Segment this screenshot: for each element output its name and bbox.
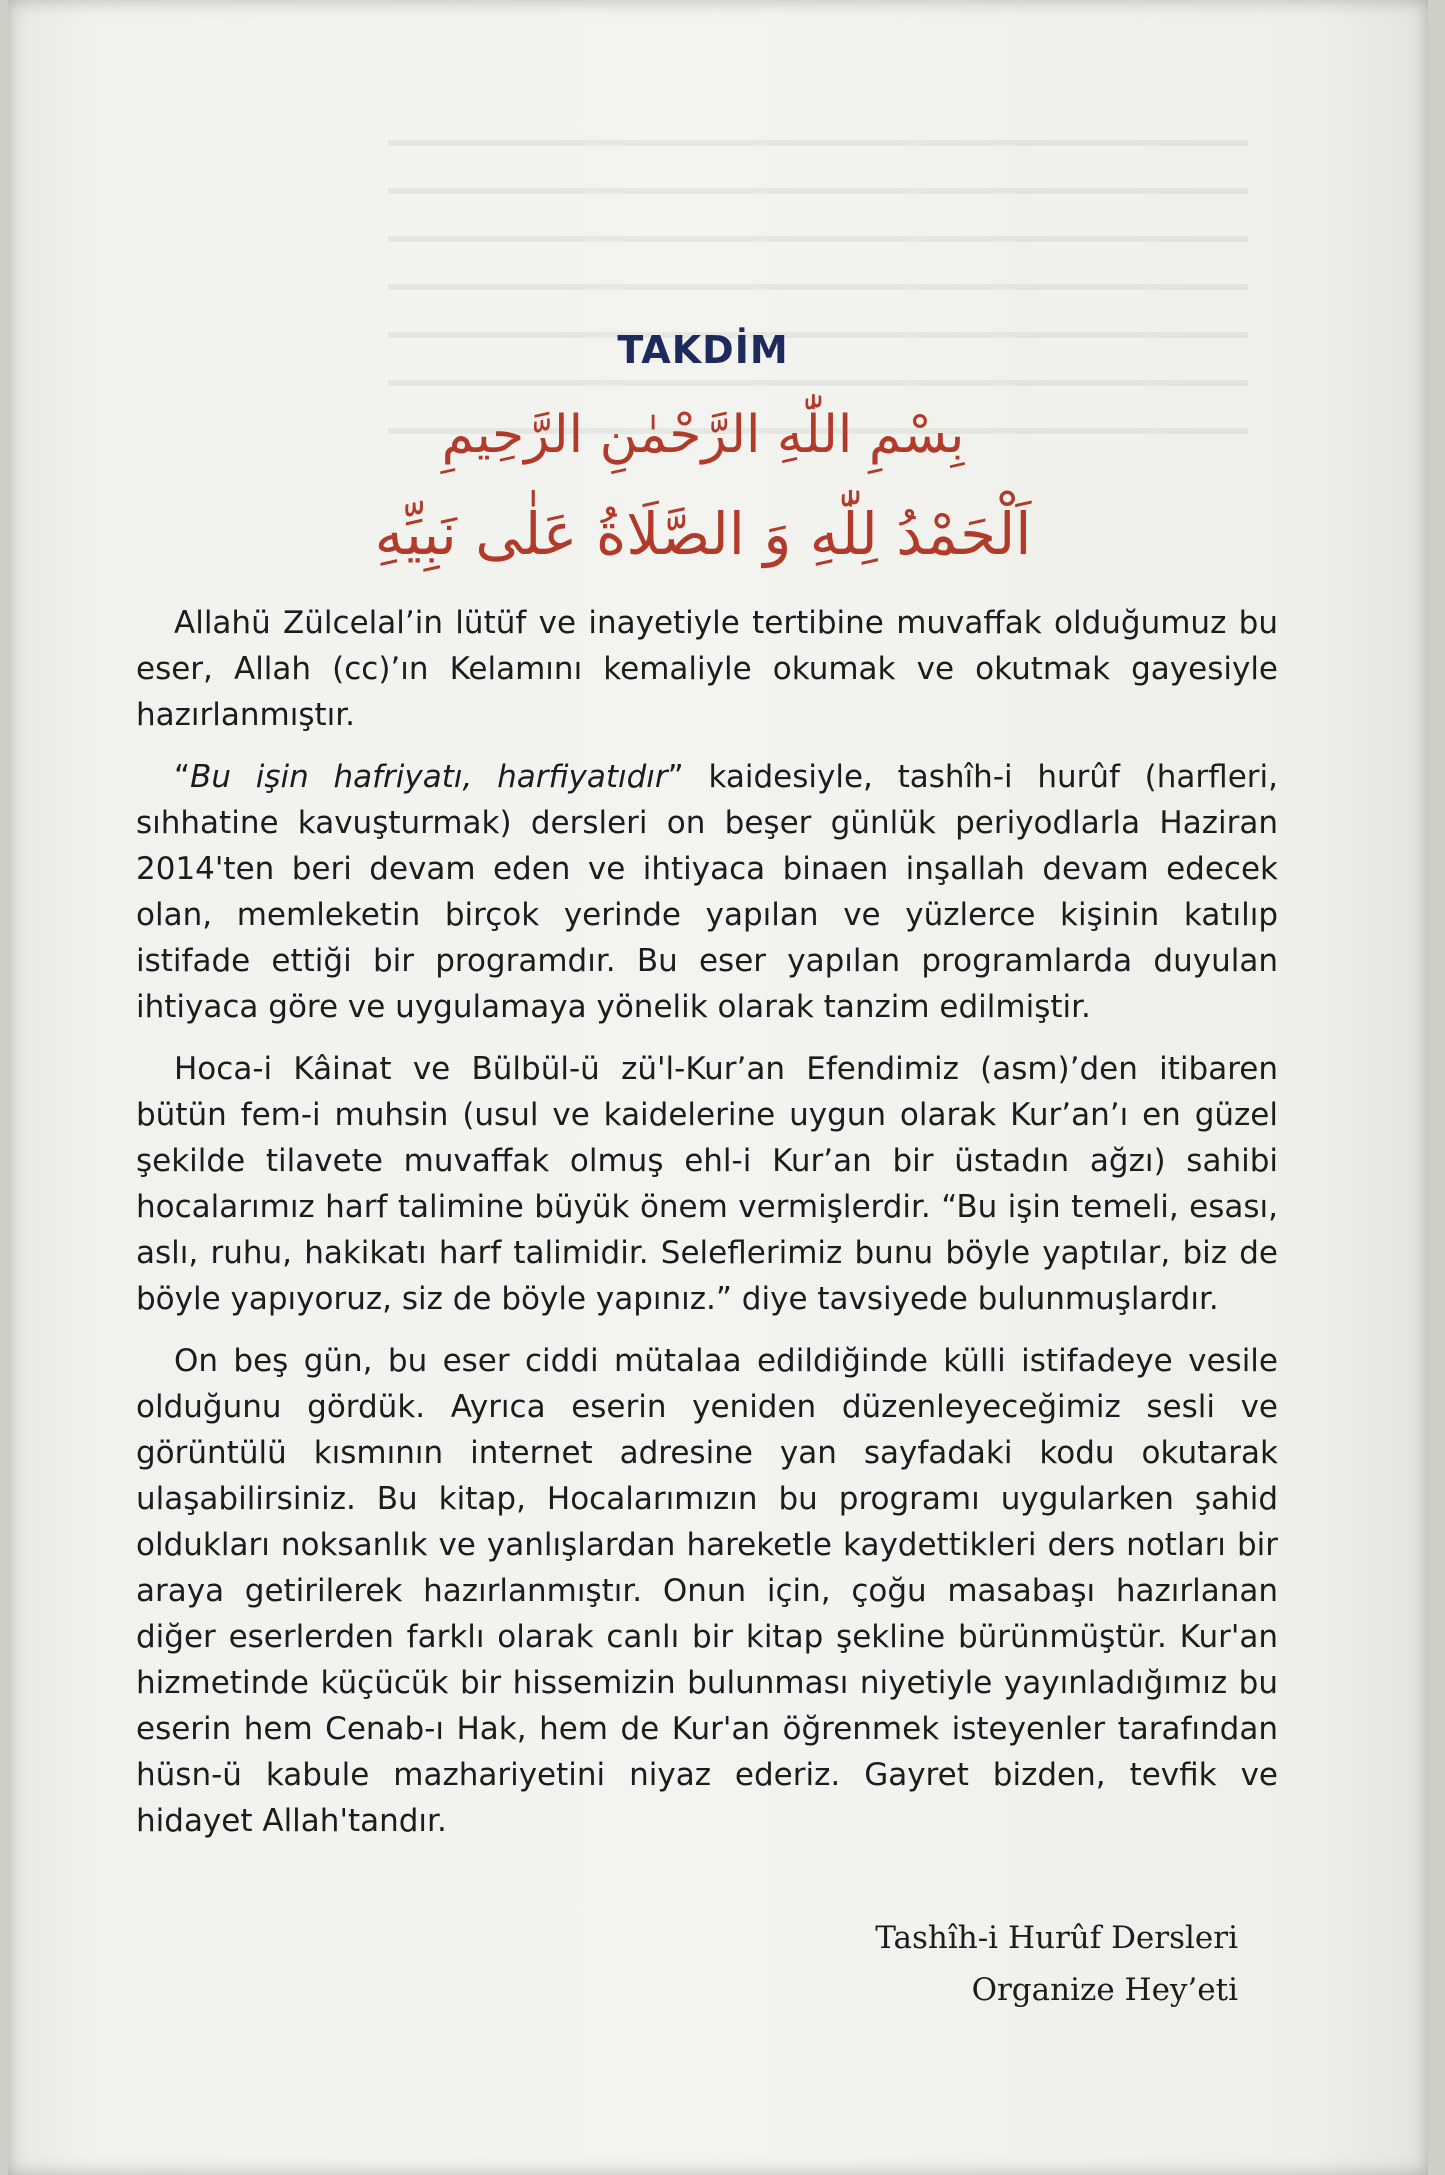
hamdala-line: اَلْحَمْدُ لِلّٰهِ وَ الصَّلَاةُ عَلٰى نَبِيِّهِ (374, 500, 1032, 568)
quote-open-mark: “ (174, 759, 191, 795)
paragraph-2 (136, 754, 1278, 1030)
basmala-line: بِسْمِ اللّٰهِ الرَّحْمٰنِ الرَّحِيمِ (441, 405, 965, 465)
signature-line-2: Organize Hey’eti (971, 1972, 1238, 2008)
paragraph-1: Allahü Zülcelal’in lütüf ve inayetiyle tertibine muvaffak olduğumuz bu eser, Allah (cc)’ın Kelamını kemaliyle okumak ve okutmak gayesiyle hazırlanmıştır. (136, 605, 1278, 733)
paragraph-4: On beş gün, bu eser ciddi mütalaa edildiğinde külli istifadeye vesile olduğunu gördük. Ayrıca eserin yeniden düzenleyeceğimiz sesli ve görüntülü kısmının internet adresine yan sayfadaki kodu okutarak ulaşabilirsiniz. Bu kitap, Hocalarımızın bu programı uygularken şahid oldukları noksanlık ve yanlışlardan hareketle kaydettikleri ders notları bir araya getirilerek hazırlanmıştır. Onun için, çoğu masabaşı hazırlanan diğer eserlerden farklı olarak canlı bir kitap şekline bürünmüştür. Kur'an hizmetinde küçücük bir hissemizin bulunması niyetiyle yayınladığımız bu eserin hem Cenab-ı Hak, hem de Kur'an öğrenmek isteyenler tarafından hüsn-ü kabule mazhariyetini niyaz ederiz. Gayret bizden, tevfik ve hidayet Allah'tandır. (136, 1343, 1278, 1839)
quoted-saying: Bu işin hafriyatı, harfiyatıdır (190, 759, 668, 795)
paragraph-2-text: kaidesiyle, tashîh-i hurûf (harfleri, sıhhatine kavuşturmak) dersleri on beşer günlük periyodlarla Haziran 2014'ten beri devam eden ve ihtiyaca binaen inşallah devam edecek olan, memleketin birçok yerinde yapılan ve yüzlerce kişinin katılıp istifade ettiği bir programdır. Bu eser yapılan programlarda duyulan ihtiyaca göre ve uygulamaya yönelik olarak tanzim edilmiştir. (136, 759, 1278, 1025)
quote-close-mark: ” (667, 759, 709, 795)
bleed-through-text (388, 140, 1248, 440)
paragraph-3: Hoca-i Kâinat ve Bülbül-ü zü'l-Kur’an Efendimiz (asm)’den itibaren bütün fem-i muhsin (usul ve kaidelerine uygun olarak Kur’an’ı en güzel şekilde tilavete muvaffak olmuş ehl-i Kur’an bir üstadın ağzı) sahibi hocalarımız harf talimine büyük önem vermişlerdir. “Bu işin temeli, esası, aslı, ruhu, hakikatı harf talimidir. Seleflerimiz bunu böyle yaptılar, biz de böyle yapıyoruz, siz de böyle yapınız.” diye tavsiyede bulunmuşlardır. (136, 1051, 1278, 1317)
page-title: TAKDİM (617, 328, 789, 372)
signature-block (828, 1912, 1238, 2016)
signature-line-1: Tashîh-i Hurûf Dersleri (875, 1920, 1238, 1956)
body-text (136, 600, 1278, 1860)
book-page (8, 0, 1428, 2175)
